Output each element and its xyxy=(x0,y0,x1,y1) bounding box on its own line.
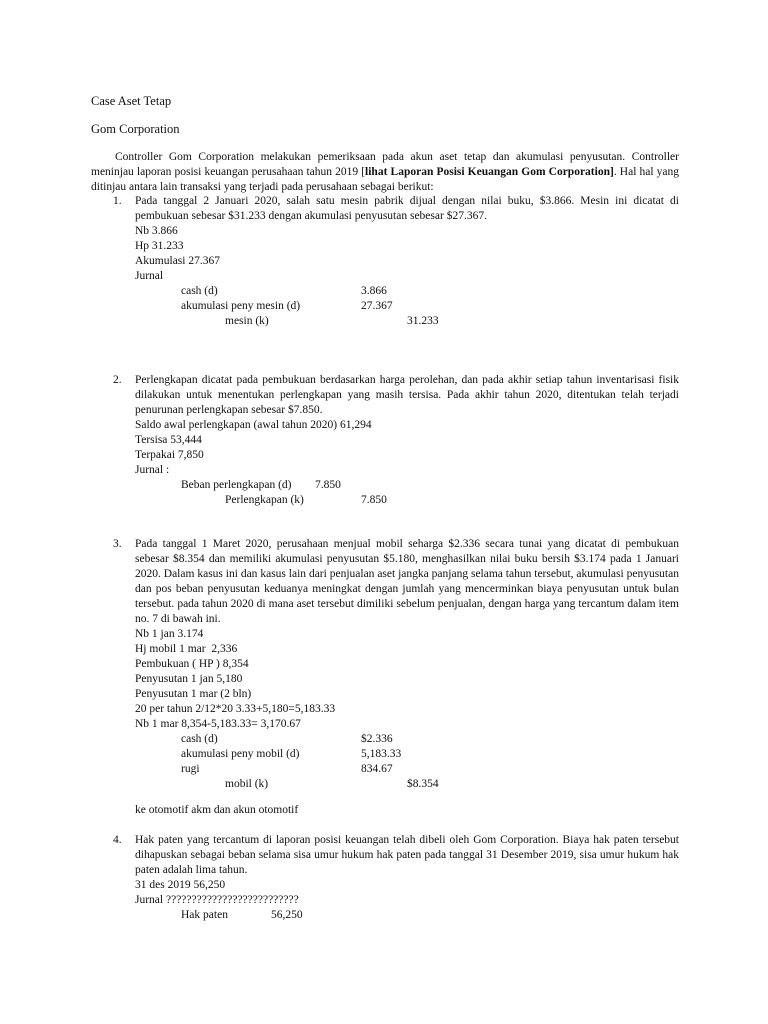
company-name: Gom Corporation xyxy=(91,122,180,136)
item-number: 3. xyxy=(113,538,122,550)
journal-credit: $8.354 xyxy=(407,778,439,790)
journal-debit: 56,250 xyxy=(271,909,303,921)
item-number: 1. xyxy=(113,195,122,207)
journal-account: cash (d) xyxy=(181,285,218,297)
journal-row xyxy=(135,493,679,508)
journal-debit: 7.850 xyxy=(315,479,341,491)
journal-account: mobil (k) xyxy=(225,778,269,790)
item-paragraph: Pada tanggal 1 Maret 2020, perusahaan menjual mobil seharga $2.336 secara tunai yang dicatat di pembukuan sebesar $8.354 dan memiliki akumulasi penyusutan $5.180, menghasilkan nilai buku bersih $3.174 pada 1 Januari 2020. Dalam kasus ini dan kasus lain dari penjualan aset jangka panjang selama tahun tersebut, akumulasi penyusutan dan pos beban penyusutan keduanya meningkat dengan jumlah yang mencerminkan biaya penyusutan untuk bulan tersebut. pada tahun 2020 di mana aset tersebut dimiliki sebelum penjualan, dengan harga yang tercantum dalam item no. 7 di bawah ini. xyxy=(135,538,679,625)
note-line: Jurnal : xyxy=(135,464,170,476)
note-line: Hj mobil 1 mar 2,336 xyxy=(135,643,238,655)
journal-row xyxy=(135,284,679,299)
journal-row xyxy=(135,908,679,923)
note-line: Hp 31.233 xyxy=(135,240,184,252)
note-line: Akumulasi 27.367 xyxy=(135,255,220,267)
note-line: Penyusutan 1 jan 5,180 xyxy=(135,673,243,685)
item-paragraph: Pada tanggal 2 Januari 2020, salah satu mesin pabrik dijual dengan nilai buku, $3.866. Mesin ini dicatat di pembukuan sebesar $31.233 dengan akumulasi penyusutan sebesar $27.367. xyxy=(135,195,679,222)
journal-account: akumulasi peny mobil (d) xyxy=(181,748,300,760)
note-line: 20 per tahun 2/12*20 3.33+5,180=5,183.33 xyxy=(135,703,336,715)
note-line: Tersisa 53,444 xyxy=(135,434,202,446)
intro-paragraph xyxy=(91,150,679,195)
journal-debit: 3.866 xyxy=(361,285,387,297)
journal-row xyxy=(135,314,679,329)
journal-row xyxy=(135,747,679,762)
journal-account: rugi xyxy=(181,763,200,775)
journal-credit: 7.850 xyxy=(361,494,387,506)
note-line: Terpakai 7,850 xyxy=(135,449,204,461)
list-item-4 xyxy=(113,833,679,923)
journal-row xyxy=(135,777,679,792)
journal-row xyxy=(135,478,679,493)
document-title: Case Aset Tetap xyxy=(91,94,172,108)
journal-account: akumulasi peny mesin (d) xyxy=(181,300,301,312)
note-line: Penyusutan 1 mar (2 bln) xyxy=(135,688,252,700)
intro-bold-ref: lihat Laporan Posisi Keuangan Gom Corporation] xyxy=(365,166,614,178)
note-line: Saldo awal perlengkapan (awal tahun 2020) 61,294 xyxy=(135,419,372,431)
list-item-1 xyxy=(113,194,679,329)
journal-credit: 31.233 xyxy=(407,315,439,327)
note-line: Pembukuan ( HP ) 8,354 xyxy=(135,658,249,670)
journal-account: Beban perlengkapan (d) xyxy=(181,479,292,491)
journal-debit: $2.336 xyxy=(361,733,393,745)
note-line: Nb 3.866 xyxy=(135,225,178,237)
list-item-3 xyxy=(113,537,679,818)
intro-text-b: . Hal hal yang ditinjau antara lain transaksi yang terjadi pada perusahaan sebagai berikut: xyxy=(91,166,680,193)
journal-row xyxy=(135,762,679,777)
intro-text-a: Controller Gom Corporation melakukan pemeriksaan pada akun aset tetap dan akumulasi penyusutan. Controller meninjau laporan posisi keuangan perusahaan tahun 2019 [ xyxy=(91,151,679,178)
note-line: Jurnal xyxy=(135,270,164,282)
note-line: Jurnal ?????????????????????????? xyxy=(135,894,299,906)
journal-account: Hak paten xyxy=(181,909,228,921)
list-item-2 xyxy=(113,373,679,508)
journal-account: mesin (k) xyxy=(225,315,269,327)
note-line: Nb 1 mar 8,354-5,183.33= 3,170.67 xyxy=(135,718,301,730)
journal-account: Perlengkapan (k) xyxy=(225,494,304,506)
note-line: 31 des 2019 56,250 xyxy=(135,879,226,891)
item-number: 4. xyxy=(113,834,122,846)
item-paragraph: Perlengkapan dicatat pada pembukuan berdasarkan harga perolehan, dan pada akhir setiap tahun inventarisasi fisik dilakukan untuk menentukan perlengkapan yang masih tersisa. Pada akhir tahun 2020, ditentukan telah terjadi penurunan perlengkapan sebesar $7.850. xyxy=(135,374,679,416)
journal-debit: 834.67 xyxy=(361,763,393,775)
journal-row xyxy=(135,299,679,314)
journal-debit: 27.367 xyxy=(361,300,393,312)
item-number: 2. xyxy=(113,374,122,386)
journal-account: cash (d) xyxy=(181,733,218,745)
journal-row xyxy=(135,732,679,747)
item-footer-note: ke otomotif akm dan akun otomotif xyxy=(135,804,299,816)
item-paragraph: Hak paten yang tercantum di laporan posisi keuangan telah dibeli oleh Gom Corporation. Biaya hak paten tersebut dihapuskan sebagai beban selama sisa umur hukum hak paten pada tanggal 31 Desember 2019, sisa umur hukum hak paten adalah lima tahun. xyxy=(135,834,679,876)
note-line: Nb 1 jan 3.174 xyxy=(135,628,204,640)
journal-debit: 5,183.33 xyxy=(361,748,402,760)
